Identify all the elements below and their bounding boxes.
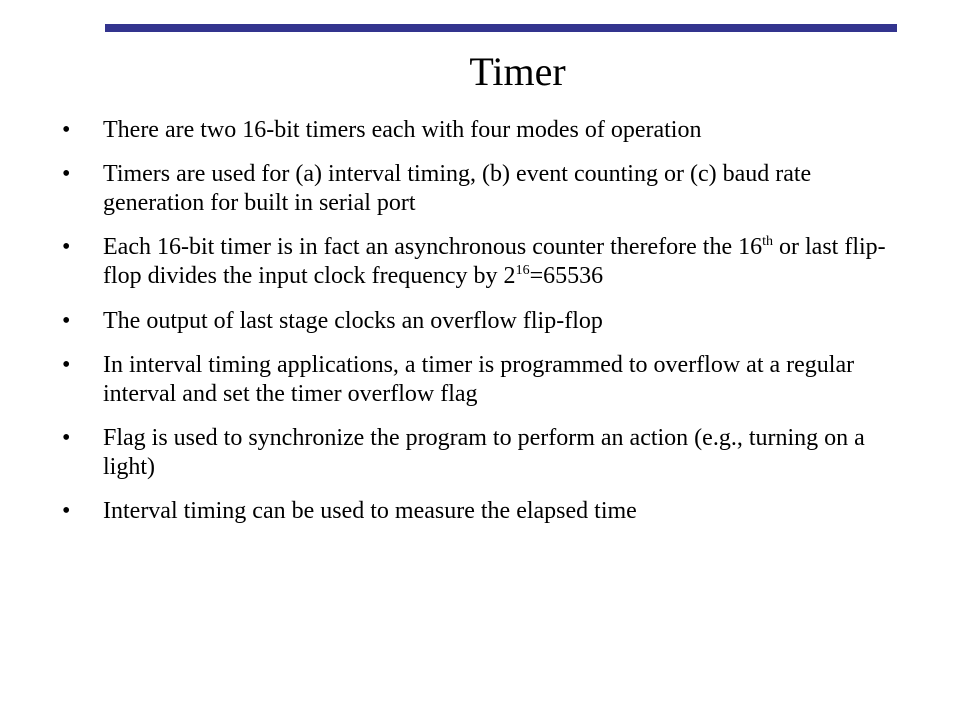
bullet-item [62,160,902,218]
bullet-item [62,233,902,291]
bullet-item [62,116,902,145]
bullet-text-part: =65536 [529,263,604,290]
bullet-icon: • [62,307,71,334]
bullet-icon: • [62,161,71,188]
title-rule [105,24,897,32]
bullet-item [62,424,902,482]
bullet-text-part: or last flip-flop divides the input clock frequency by 2 [103,234,886,290]
bullet-item [62,307,902,336]
bullet-icon: • [62,117,71,143]
slide-title: Timer [469,49,566,94]
bullet-list [62,116,902,541]
bullet-icon: • [62,498,71,525]
bullet-icon: • [62,234,71,261]
bullet-text: Flag is used to synchronize the program to perform an action (e.g., turning on a light) [103,424,865,480]
bullet-icon: • [62,424,71,451]
bullet-text: In interval timing applications, a timer is programmed to overflow at a regular interval and set the timer overflow flag [103,351,855,407]
bullet-text: The output of last stage clocks an overflow flip-flop [103,307,603,334]
bullet-text: There are two 16-bit timers each with four modes of operation [103,117,702,143]
superscript-th: th [762,234,773,250]
bullet-item [62,497,902,526]
bullet-text: Timers are used for (a) interval timing, (b) event counting or (c) baud rate generation for built in serial port [103,161,812,217]
bullet-text: Interval timing can be used to measure the elapsed time [103,498,637,525]
bullet-icon: • [62,351,71,378]
bullet-item [62,351,902,409]
bullet-text-part: Each 16-bit timer is in fact an asynchronous counter therefore the 16 [103,234,763,261]
superscript-exponent: 16 [515,263,530,279]
